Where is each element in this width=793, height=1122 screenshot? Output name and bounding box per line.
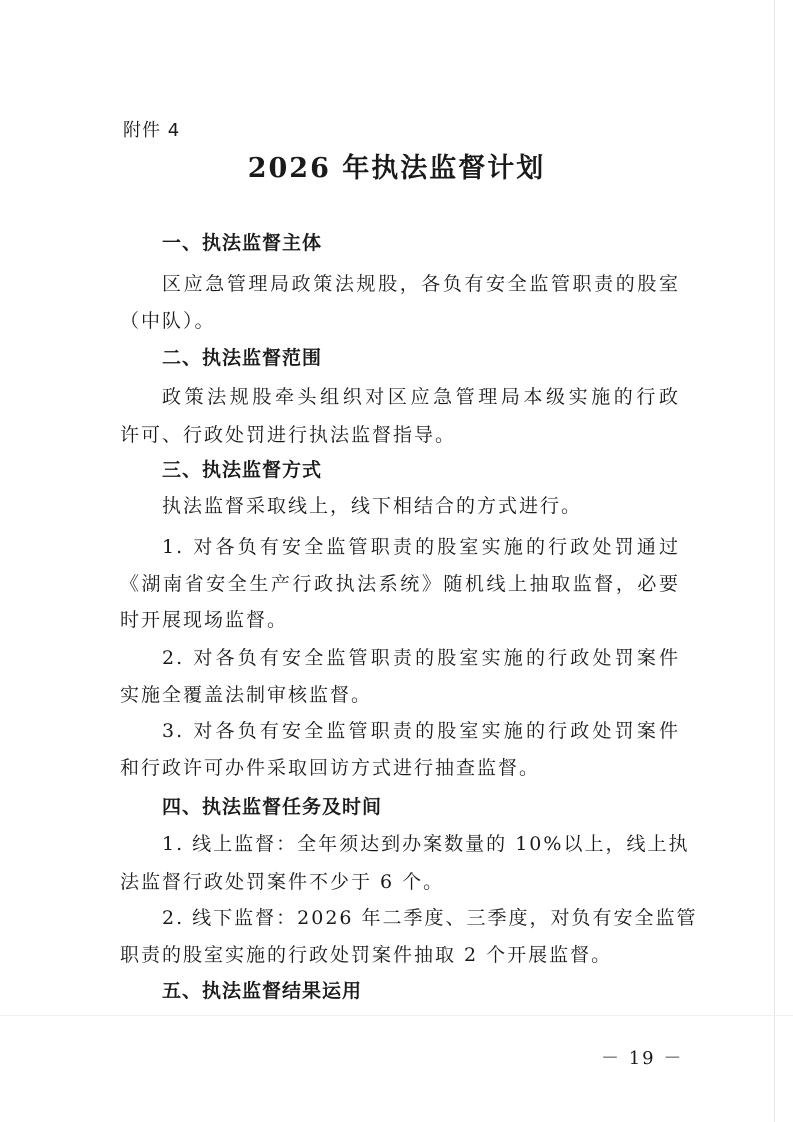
paragraph-line: 实施全覆盖法制审核监督。 <box>120 684 373 706</box>
attachment-label: 附件 4 <box>123 120 181 141</box>
page-number: － 19 － <box>601 1048 684 1069</box>
paragraph-line: 区应急管理局政策法规股，各负有安全监管职责的股室 <box>162 273 680 295</box>
scan-foot-line <box>0 1015 793 1016</box>
paragraph-line: 1. 线上监督：全年须达到办案数量的 10%以上，线上执 <box>162 833 690 855</box>
section-heading-1: 一、执法监督主体 <box>162 232 323 254</box>
paragraph-line: 2. 线下监督：2026 年二季度、三季度，对负有安全监管 <box>162 907 698 929</box>
paragraph-line: 2. 对各负有安全监管职责的股室实施的行政处罚案件 <box>162 647 680 669</box>
paragraph-line: 和行政许可办件采取回访方式进行抽查监督。 <box>120 757 541 779</box>
paragraph-line: 时开展现场监督。 <box>120 609 289 631</box>
document-title: 2026 年执法监督计划 <box>247 153 546 184</box>
section-heading-4: 四、执法监督任务及时间 <box>162 796 383 818</box>
paragraph-line: 政策法规股牵头组织对区应急管理局本级实施的行政 <box>162 386 680 408</box>
paragraph-line: 《湖南省安全生产行政执法系统》随机线上抽取监督，必要 <box>120 573 680 595</box>
paragraph-line: 法监督行政处罚案件不少于 6 个。 <box>120 871 445 893</box>
section-heading-5: 五、执法监督结果运用 <box>162 980 363 1002</box>
section-heading-2: 二、执法监督范围 <box>162 347 323 369</box>
section-heading-3: 三、执法监督方式 <box>162 459 323 481</box>
paragraph-line: （中队）。 <box>120 310 216 332</box>
paragraph-line: 许可、行政处罚进行执法监督指导。 <box>120 424 457 446</box>
paragraph-line: 3. 对各负有安全监管职责的股室实施的行政处罚案件 <box>162 720 680 742</box>
paragraph-line: 执法监督采取线上，线下相结合的方式进行。 <box>162 495 583 517</box>
paragraph-line: 1. 对各负有安全监管职责的股室实施的行政处罚通过 <box>162 536 680 558</box>
paragraph-line: 职责的股室实施的行政处罚案件抽取 2 个开展监督。 <box>120 944 613 966</box>
